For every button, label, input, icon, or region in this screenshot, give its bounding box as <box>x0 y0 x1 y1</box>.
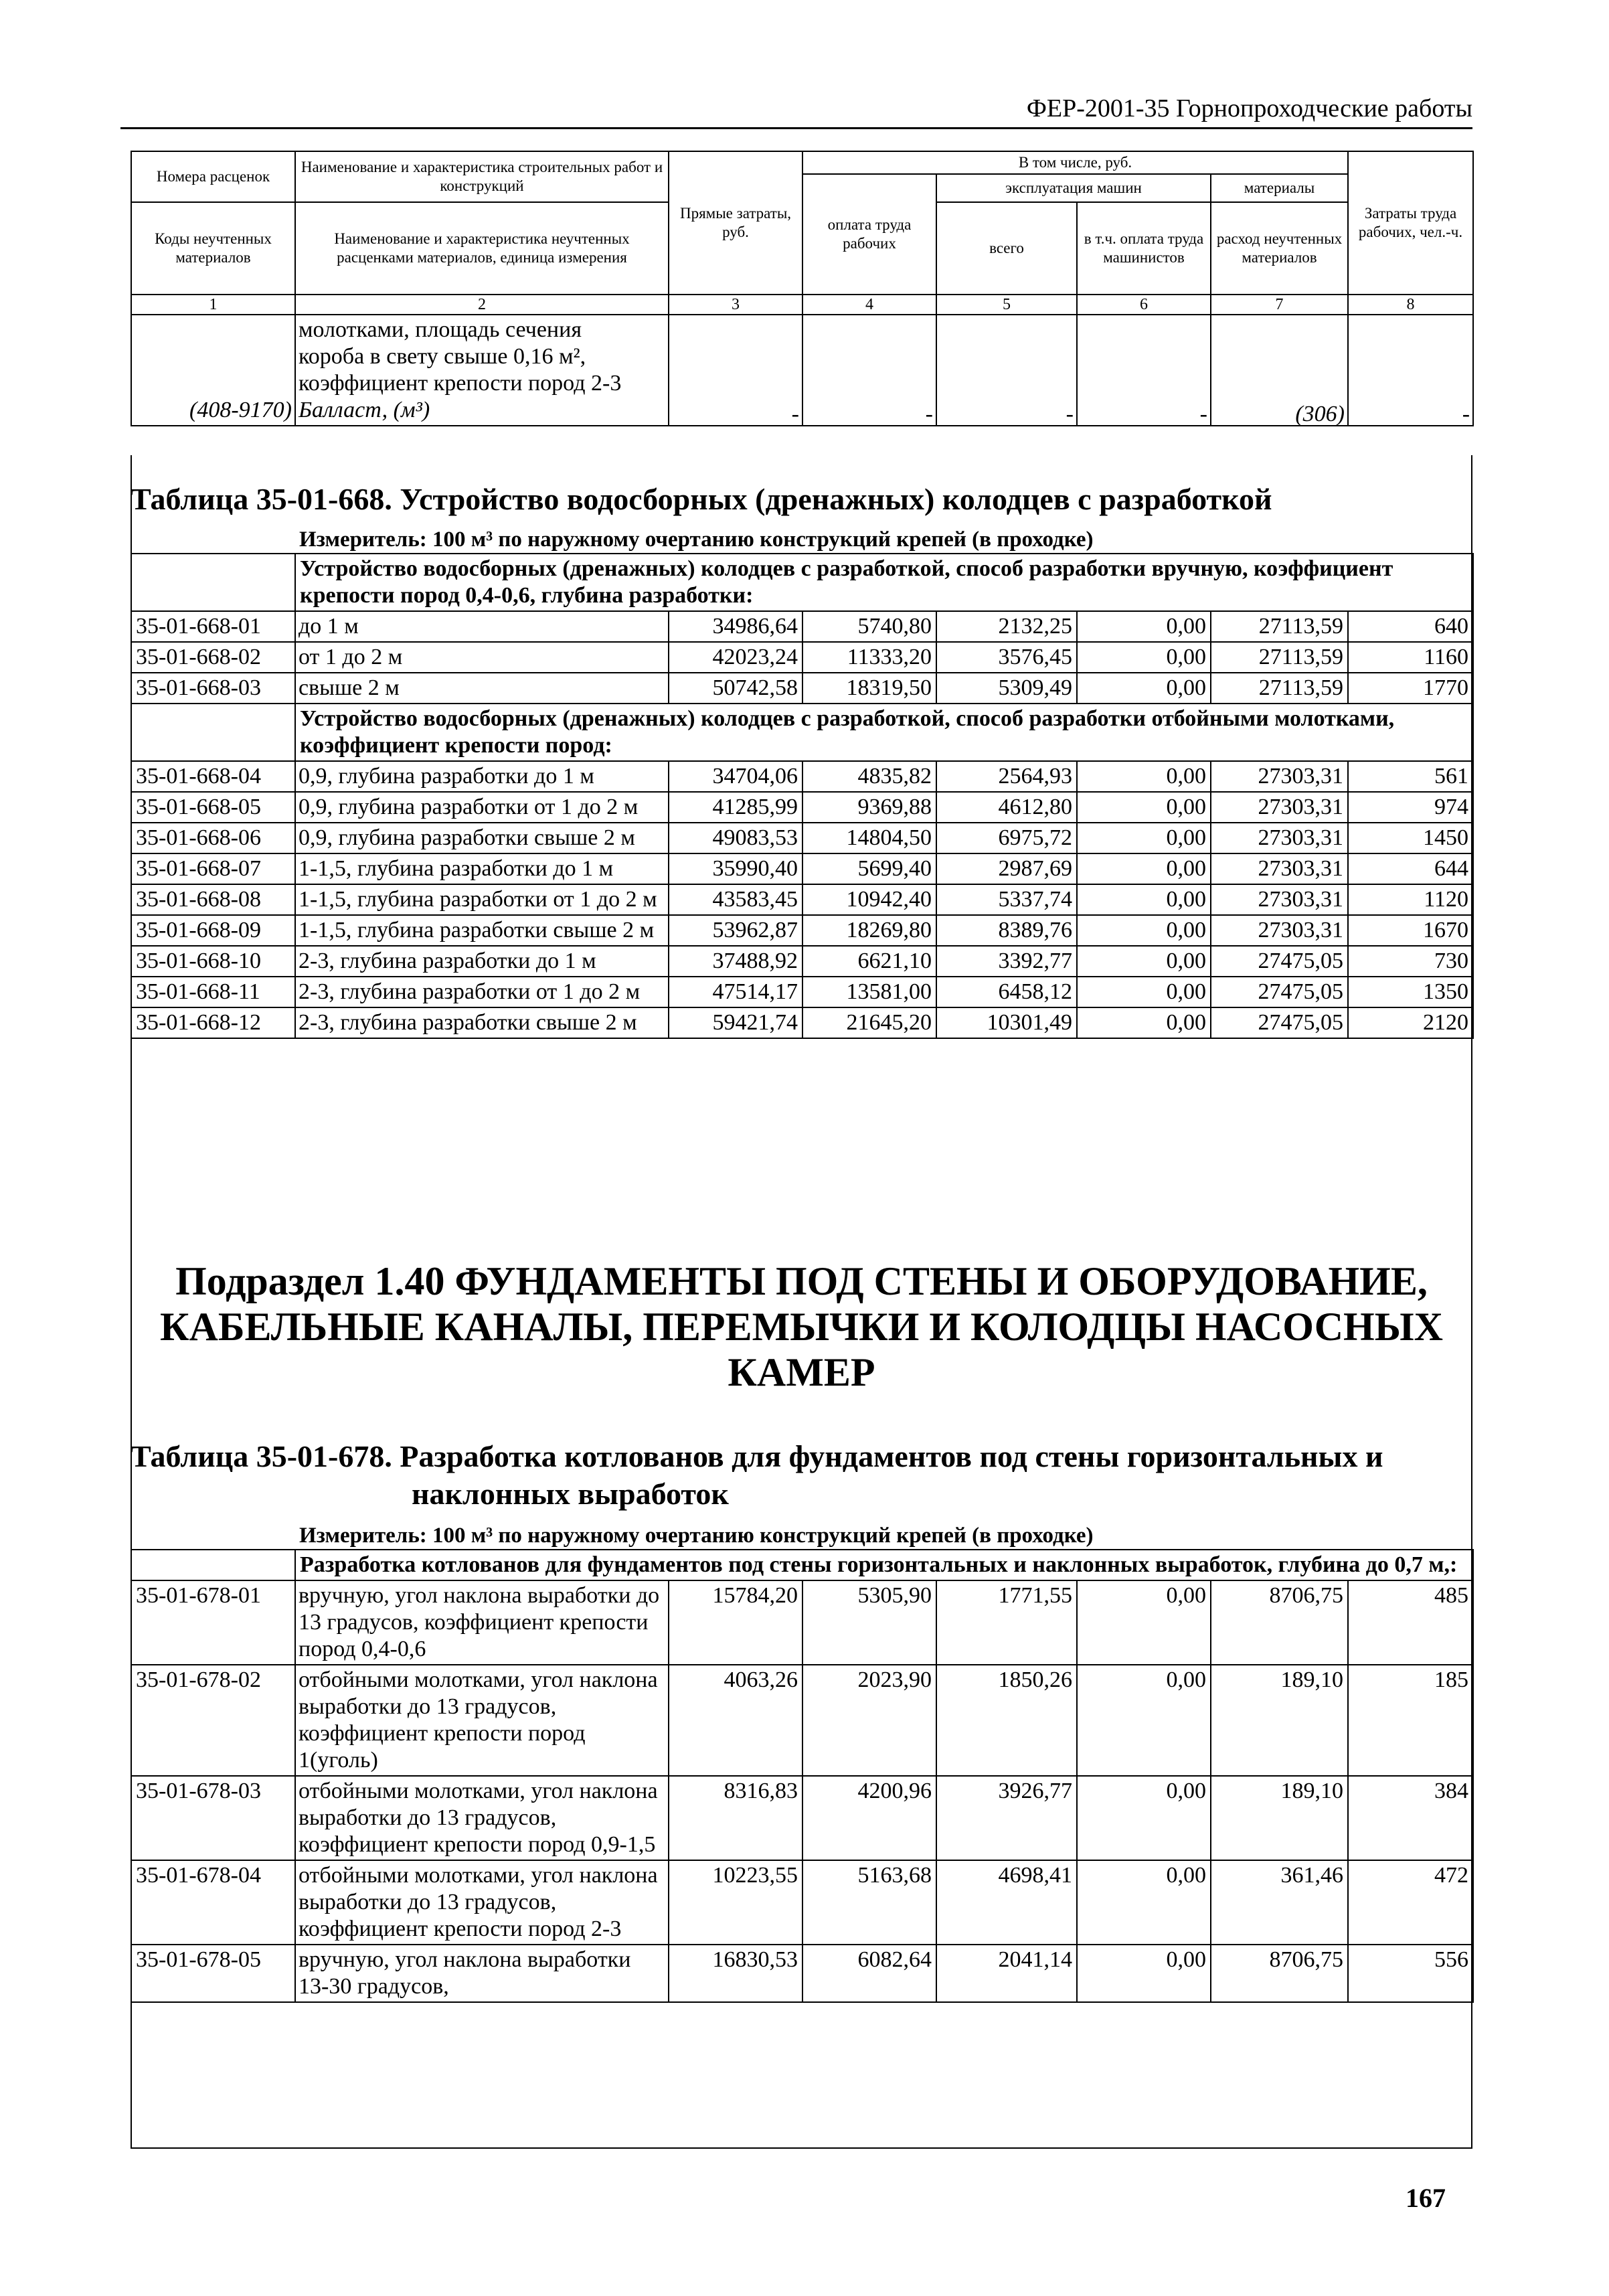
row-c8: 730 <box>1348 946 1473 977</box>
table-678-section <box>131 1438 1472 2003</box>
row-c8: 1350 <box>1348 977 1473 1007</box>
row-c6: 0,00 <box>1077 1945 1211 2002</box>
row-c7: 27303,31 <box>1211 884 1348 915</box>
table-row <box>131 642 1473 673</box>
col-num-6: 6 <box>1077 295 1211 315</box>
row-c3: 49083,53 <box>669 823 802 853</box>
row-c3: 43583,45 <box>669 884 802 915</box>
hdr-col1-bottom: Коды неучтенных материалов <box>131 202 295 295</box>
row-code: 35-01-668-09 <box>131 915 295 946</box>
row-c4: 6621,10 <box>802 946 936 977</box>
header-table <box>131 151 1474 426</box>
row-code: 35-01-668-04 <box>131 761 295 792</box>
subsection-line-1: Подраздел 1.40 ФУНДАМЕНТЫ ПОД СТЕНЫ И ОБОРУДОВАНИЕ, <box>175 1259 1428 1303</box>
row-c4: 5699,40 <box>802 853 936 884</box>
table-668-group2: Устройство водосборных (дренажных) колодцев с разработкой, способ разработки отбойными молотками, коэффициент крепости пород: <box>295 704 1473 761</box>
col-num-2: 2 <box>295 295 669 315</box>
row-name: от 1 до 2 м <box>295 642 669 673</box>
row-c4: 5305,90 <box>802 1580 936 1665</box>
row-c4: 10942,40 <box>802 884 936 915</box>
row-c7: 27303,31 <box>1211 761 1348 792</box>
row-c5: 2132,25 <box>936 611 1077 642</box>
table-row <box>131 1776 1473 1860</box>
row-code: 35-01-668-06 <box>131 823 295 853</box>
row-name: 1-1,5, глубина разработки свыше 2 м <box>295 915 669 946</box>
row-c8: 556 <box>1348 1945 1473 2002</box>
row-name: 2-3, глубина разработки от 1 до 2 м <box>295 977 669 1007</box>
row-name: 0,9, глубина разработки от 1 до 2 м <box>295 792 669 823</box>
row-c8: 561 <box>1348 761 1473 792</box>
col-num-4: 4 <box>802 295 936 315</box>
table-row <box>131 1007 1473 1038</box>
row-c5: 3576,45 <box>936 642 1077 673</box>
row-c7: 27303,31 <box>1211 823 1348 853</box>
row-c3: 34704,06 <box>669 761 802 792</box>
row-c4: 6082,64 <box>802 1945 936 2002</box>
subsection-line-3: КАМЕР <box>728 1350 875 1394</box>
subsection-line-2: КАБЕЛЬНЫЕ КАНАЛЫ, ПЕРЕМЫЧКИ И КОЛОДЦЫ НАСОСНЫХ <box>160 1305 1443 1349</box>
row-code: 35-01-668-01 <box>131 611 295 642</box>
carry-c7: (306) <box>1211 315 1348 426</box>
row-c6: 0,00 <box>1077 1860 1211 1945</box>
row-c4: 9369,88 <box>802 792 936 823</box>
column-header <box>131 151 1472 426</box>
row-c6: 0,00 <box>1077 673 1211 704</box>
row-code: 35-01-668-10 <box>131 946 295 977</box>
row-c8: 1120 <box>1348 884 1473 915</box>
row-c6: 0,00 <box>1077 915 1211 946</box>
row-c8: 384 <box>1348 1776 1473 1860</box>
header-rule <box>120 127 1472 129</box>
col-num-3: 3 <box>669 295 802 315</box>
table-row <box>131 823 1473 853</box>
row-c7: 27475,05 <box>1211 977 1348 1007</box>
row-code: 35-01-678-02 <box>131 1665 295 1776</box>
row-c3: 16830,53 <box>669 1945 802 2002</box>
table-678-title-1: Таблица 35-01-678. Разработка котлованов для фундаментов под стены горизонтальных и <box>131 1439 1383 1473</box>
row-name: вручную, угол наклона выработки до 13 градусов, коэффициент крепости пород 0,4-0,6 <box>295 1580 669 1665</box>
hdr-materials: материалы <box>1211 174 1348 202</box>
row-c7: 8706,75 <box>1211 1580 1348 1665</box>
table-row <box>131 792 1473 823</box>
row-c3: 34986,64 <box>669 611 802 642</box>
row-name: 0,9, глубина разработки свыше 2 м <box>295 823 669 853</box>
row-c7: 27475,05 <box>1211 946 1348 977</box>
row-code: 35-01-668-12 <box>131 1007 295 1038</box>
row-code: 35-01-678-01 <box>131 1580 295 1665</box>
row-c5: 10301,49 <box>936 1007 1077 1038</box>
row-name: вручную, угол наклона выработки 13-30 градусов, <box>295 1945 669 2002</box>
table-668-section <box>131 481 1472 1039</box>
col-num-7: 7 <box>1211 295 1348 315</box>
hdr-machines: эксплуатация машин <box>936 174 1211 202</box>
row-code: 35-01-668-07 <box>131 853 295 884</box>
row-name: 2-3, глубина разработки свыше 2 м <box>295 1007 669 1038</box>
row-c7: 27113,59 <box>1211 642 1348 673</box>
row-code: 35-01-668-03 <box>131 673 295 704</box>
row-c6: 0,00 <box>1077 761 1211 792</box>
row-c8: 185 <box>1348 1665 1473 1776</box>
row-c5: 3926,77 <box>936 1776 1077 1860</box>
table-row <box>131 915 1473 946</box>
hdr-col1-top: Номера расценок <box>131 151 295 202</box>
row-code: 35-01-678-03 <box>131 1776 295 1860</box>
row-name: отбойными молотками, угол наклона выработки до 13 градусов, коэффициент крепости пород 1(уголь) <box>295 1665 669 1776</box>
table-668 <box>131 553 1474 1039</box>
row-code: 35-01-668-11 <box>131 977 295 1007</box>
row-c6: 0,00 <box>1077 611 1211 642</box>
row-c5: 3392,77 <box>936 946 1077 977</box>
row-c3: 8316,83 <box>669 1776 802 1860</box>
carry-c3: - <box>669 315 802 426</box>
row-c7: 27113,59 <box>1211 611 1348 642</box>
table-row <box>131 977 1473 1007</box>
row-code: 35-01-668-08 <box>131 884 295 915</box>
row-code: 35-01-678-05 <box>131 1945 295 2002</box>
subsection-heading <box>131 1258 1472 1395</box>
row-c5: 6975,72 <box>936 823 1077 853</box>
row-c8: 472 <box>1348 1860 1473 1945</box>
row-c5: 1850,26 <box>936 1665 1077 1776</box>
hdr-col3: Прямые затраты, руб. <box>669 151 802 295</box>
frame-bottom <box>131 2147 1472 2149</box>
col-num-1: 1 <box>131 295 295 315</box>
table-row <box>131 673 1473 704</box>
row-name: 1-1,5, глубина разработки от 1 до 2 м <box>295 884 669 915</box>
hdr-col6: в т.ч. оплата труда машинистов <box>1077 202 1211 295</box>
row-c6: 0,00 <box>1077 1665 1211 1776</box>
hdr-col4: оплата труда рабочих <box>802 174 936 295</box>
row-c3: 15784,20 <box>669 1580 802 1665</box>
row-name: отбойными молотками, угол наклона выработки до 13 градусов, коэффициент крепости пород 0,9-1,5 <box>295 1776 669 1860</box>
row-c3: 4063,26 <box>669 1665 802 1776</box>
table-row <box>131 1665 1473 1776</box>
carry-c5: - <box>936 315 1077 426</box>
row-name: 1-1,5, глубина разработки до 1 м <box>295 853 669 884</box>
row-c6: 0,00 <box>1077 792 1211 823</box>
hdr-col7: расход неучтенных материалов <box>1211 202 1348 295</box>
table-row <box>131 946 1473 977</box>
row-c3: 53962,87 <box>669 915 802 946</box>
table-668-measure: Измеритель: 100 м³ по наружному очертанию конструкций крепей (в проходке) <box>299 527 1094 552</box>
row-c6: 0,00 <box>1077 642 1211 673</box>
table-row <box>131 1860 1473 1945</box>
table-668-rows2 <box>131 761 1473 1038</box>
row-c3: 10223,55 <box>669 1860 802 1945</box>
row-c5: 4698,41 <box>936 1860 1077 1945</box>
row-c6: 0,00 <box>1077 946 1211 977</box>
table-678-rows <box>131 1580 1473 2002</box>
row-c8: 640 <box>1348 611 1473 642</box>
row-c8: 1770 <box>1348 673 1473 704</box>
row-code: 35-01-668-02 <box>131 642 295 673</box>
row-c3: 35990,40 <box>669 853 802 884</box>
row-c7: 8706,75 <box>1211 1945 1348 2002</box>
row-c6: 0,00 <box>1077 1580 1211 1665</box>
carry-code: (408-9170) <box>131 315 295 426</box>
table-row <box>131 761 1473 792</box>
row-c4: 4200,96 <box>802 1776 936 1860</box>
hdr-incl: В том числе, руб. <box>802 151 1348 174</box>
table-678-title-2: наклонных выработок <box>412 1477 729 1511</box>
table-row <box>131 611 1473 642</box>
row-name: свыше 2 м <box>295 673 669 704</box>
table-row <box>131 884 1473 915</box>
row-c4: 18319,50 <box>802 673 936 704</box>
row-c5: 4612,80 <box>936 792 1077 823</box>
carry-c6: - <box>1077 315 1211 426</box>
row-code: 35-01-668-05 <box>131 792 295 823</box>
row-c3: 41285,99 <box>669 792 802 823</box>
row-c4: 14804,50 <box>802 823 936 853</box>
carry-text-1: молотками, площадь сечения <box>299 317 582 342</box>
row-c5: 6458,12 <box>936 977 1077 1007</box>
carry-material: Балласт, (м³) <box>299 398 430 422</box>
col-num-8: 8 <box>1348 295 1473 315</box>
row-c8: 2120 <box>1348 1007 1473 1038</box>
row-c3: 42023,24 <box>669 642 802 673</box>
row-c4: 2023,90 <box>802 1665 936 1776</box>
table-678-measure: Измеритель: 100 м³ по наружному очертанию конструкций крепей (в проходке) <box>299 1524 1094 1548</box>
row-c7: 361,46 <box>1211 1860 1348 1945</box>
table-row <box>131 1580 1473 1665</box>
row-c3: 50742,58 <box>669 673 802 704</box>
table-668-title: Таблица 35-01-668. Устройство водосборных (дренажных) колодцев с разработкой <box>131 482 1272 516</box>
row-c8: 485 <box>1348 1580 1473 1665</box>
row-c4: 5740,80 <box>802 611 936 642</box>
row-c8: 1670 <box>1348 915 1473 946</box>
hdr-col2-top: Наименование и характеристика строительных работ и конструкций <box>295 151 669 202</box>
row-c7: 189,10 <box>1211 1776 1348 1860</box>
row-c4: 5163,68 <box>802 1860 936 1945</box>
running-head: ФЕР-2001-35 Горнопроходческие работы <box>1026 94 1472 122</box>
row-c5: 8389,76 <box>936 915 1077 946</box>
row-c5: 2564,93 <box>936 761 1077 792</box>
row-c6: 0,00 <box>1077 853 1211 884</box>
row-c4: 13581,00 <box>802 977 936 1007</box>
row-c4: 4835,82 <box>802 761 936 792</box>
row-c7: 27303,31 <box>1211 792 1348 823</box>
table-668-group1: Устройство водосборных (дренажных) колодцев с разработкой, способ разработки вручную, коэффициент крепости пород 0,4-0,6, глубина разработки: <box>295 554 1473 611</box>
row-c8: 1450 <box>1348 823 1473 853</box>
row-c6: 0,00 <box>1077 1007 1211 1038</box>
row-code: 35-01-678-04 <box>131 1860 295 1945</box>
row-name: отбойными молотками, угол наклона выработки до 13 градусов, коэффициент крепости пород 2-3 <box>295 1860 669 1945</box>
row-name: до 1 м <box>295 611 669 642</box>
row-c6: 0,00 <box>1077 884 1211 915</box>
col-num-5: 5 <box>936 295 1077 315</box>
hdr-col8: Затраты труда рабочих, чел.-ч. <box>1348 151 1473 295</box>
table-678-group1: Разработка котлованов для фундаментов под стены горизонтальных и наклонных выработок, глубина до 0,7 м,: <box>295 1550 1473 1580</box>
row-c4: 21645,20 <box>802 1007 936 1038</box>
row-c7: 27475,05 <box>1211 1007 1348 1038</box>
row-name: 2-3, глубина разработки до 1 м <box>295 946 669 977</box>
table-678 <box>131 1549 1474 2003</box>
row-c8: 1160 <box>1348 642 1473 673</box>
row-c5: 2987,69 <box>936 853 1077 884</box>
table-row <box>131 853 1473 884</box>
carry-desc <box>295 315 669 426</box>
row-c3: 47514,17 <box>669 977 802 1007</box>
page-number: 167 <box>1406 2183 1446 2213</box>
row-c4: 18269,80 <box>802 915 936 946</box>
row-c3: 37488,92 <box>669 946 802 977</box>
row-name: 0,9, глубина разработки до 1 м <box>295 761 669 792</box>
row-c7: 189,10 <box>1211 1665 1348 1776</box>
hdr-col2-bottom: Наименование и характеристика неучтенных расценками материалов, единица измерения <box>295 202 669 295</box>
row-c5: 5309,49 <box>936 673 1077 704</box>
row-c7: 27303,31 <box>1211 853 1348 884</box>
row-c8: 974 <box>1348 792 1473 823</box>
row-c5: 1771,55 <box>936 1580 1077 1665</box>
row-c3: 59421,74 <box>669 1007 802 1038</box>
row-c4: 11333,20 <box>802 642 936 673</box>
hdr-col5: всего <box>936 202 1077 295</box>
row-c6: 0,00 <box>1077 1776 1211 1860</box>
row-c7: 27303,31 <box>1211 915 1348 946</box>
table-row <box>131 1945 1473 2002</box>
carry-c4: - <box>802 315 936 426</box>
row-c5: 5337,74 <box>936 884 1077 915</box>
row-c8: 644 <box>1348 853 1473 884</box>
row-c5: 2041,14 <box>936 1945 1077 2002</box>
carry-text-2: короба в свету свыше 0,16 м², коэффициент крепости пород 2-3 <box>299 344 622 396</box>
row-c6: 0,00 <box>1077 977 1211 1007</box>
carry-c8: - <box>1348 315 1473 426</box>
row-c6: 0,00 <box>1077 823 1211 853</box>
row-c7: 27113,59 <box>1211 673 1348 704</box>
